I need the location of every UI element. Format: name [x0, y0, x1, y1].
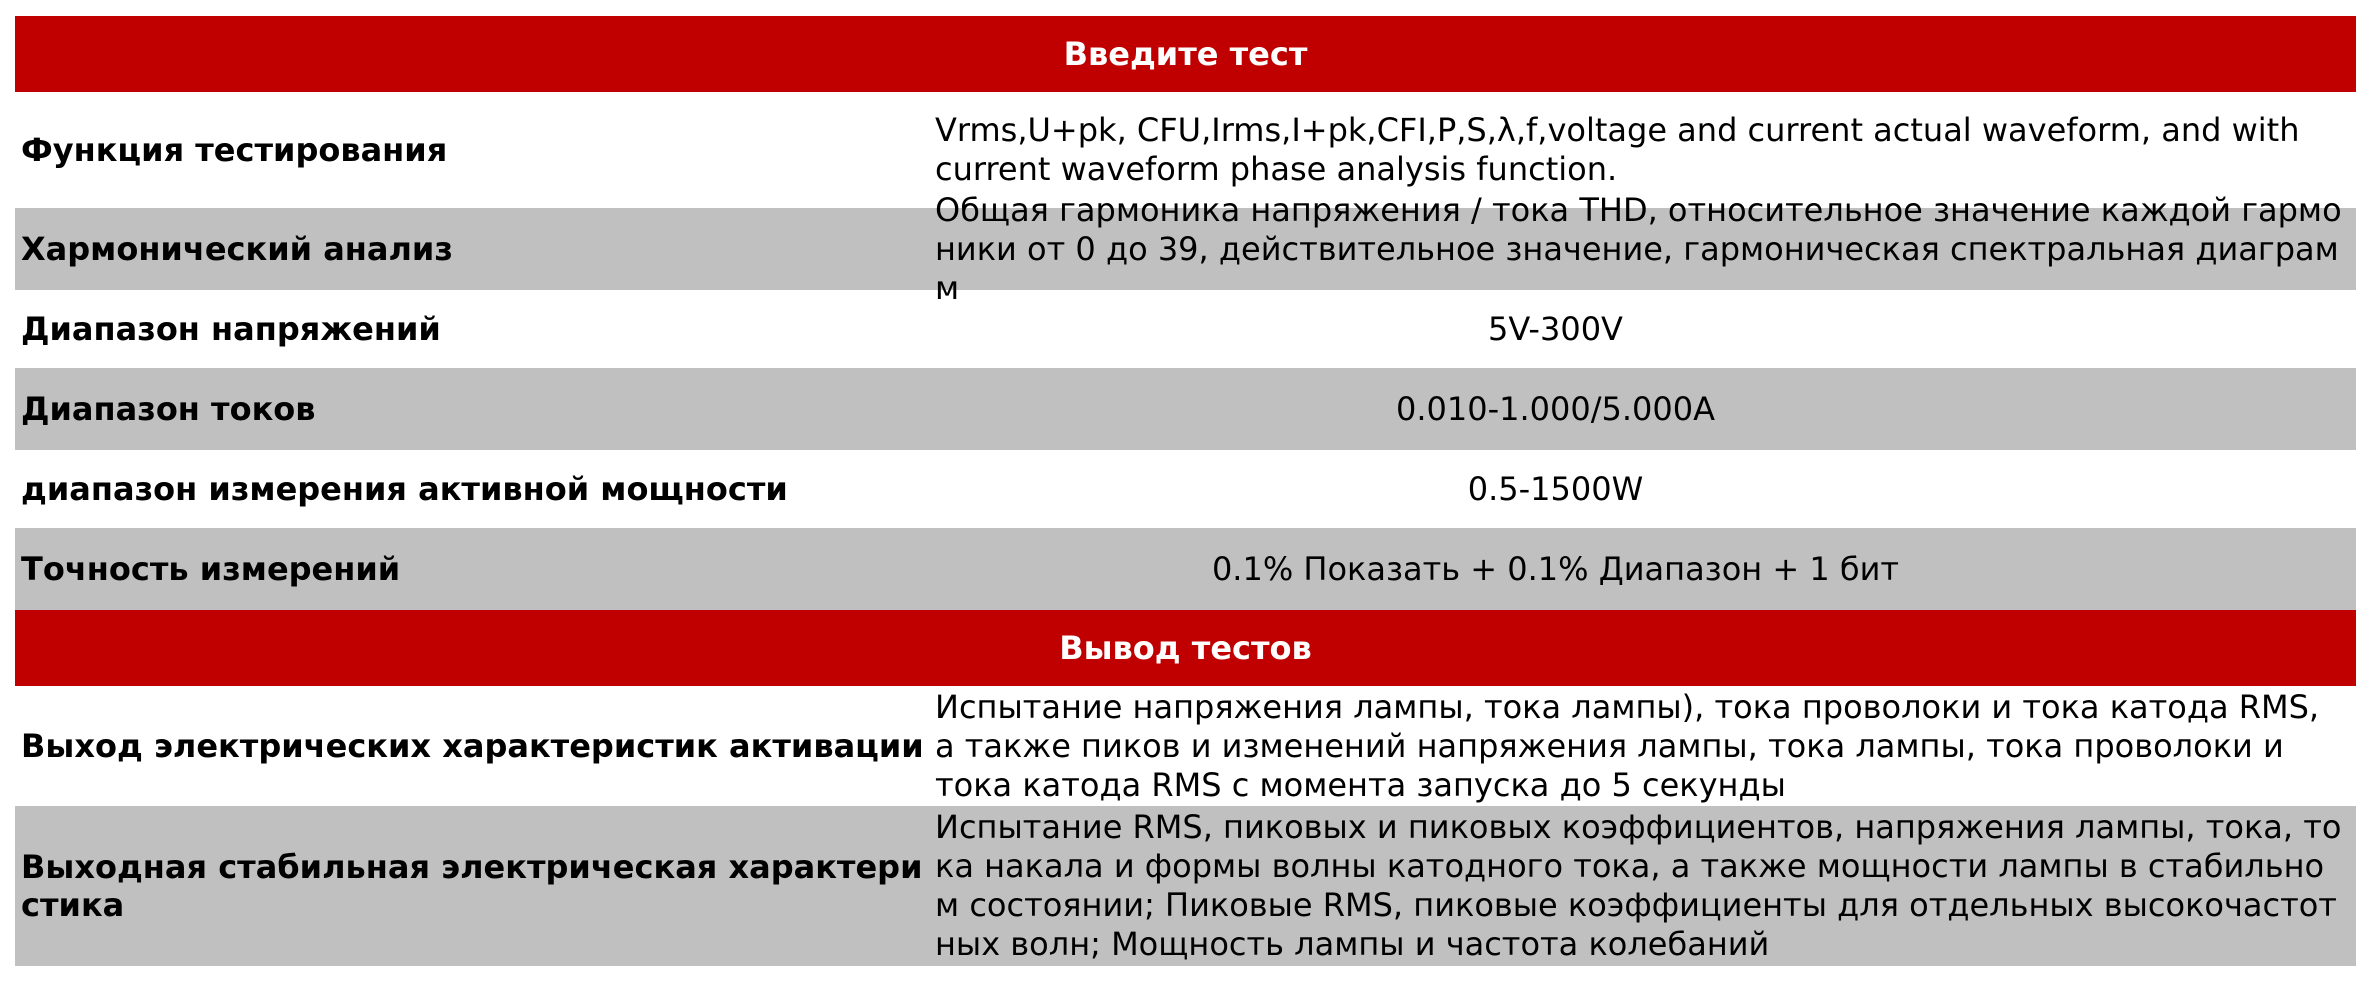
- table-row-harmonic-analysis: [15, 190, 2356, 307]
- row-label: Выход электрических характеристик активации: [21, 727, 924, 765]
- section-header-output-label: Вывод тестов: [1059, 629, 1312, 667]
- row-label: Выходная стабильная электрическая характеристика: [21, 848, 923, 924]
- table-row-current-range: [15, 368, 2356, 450]
- row-label: Функция тестирования: [21, 131, 448, 169]
- row-label: Точность измерений: [21, 550, 401, 588]
- row-value: Испытание напряжения лампы, тока лампы), тока проволоки и тока катода RMS, а также пиков и изменений напряжения лампы, тока лампы, тока проволоки и тока катода RMS с момента запуска до 5 секунды: [935, 687, 2320, 804]
- table-row-measurement-accuracy: [15, 528, 2356, 610]
- row-label: Хармонический анализ: [21, 230, 453, 268]
- row-value: 5V-300V: [1488, 309, 1623, 348]
- spec-table: [15, 16, 2356, 966]
- section-header-input-label: Введите тест: [1063, 35, 1308, 73]
- row-value: 0.5-1500W: [1467, 469, 1644, 508]
- row-value: Испытание RMS, пиковых и пиковых коэффициентов, напряжения лампы, тока, тока накала и формы волны катодного тока, а также мощности лампы в стабильном состоянии; Пиковые RMS, пиковые коэффициенты для отдельных высокочастотных волн; Мощность лампы и частота колебаний: [935, 808, 2342, 963]
- row-value: 0.010-1.000/5.000A: [1395, 389, 1716, 428]
- table-row-activation-output: [15, 686, 2356, 806]
- row-label: диапазон измерения активной мощности: [21, 470, 788, 508]
- row-value: 0.1% Показать + 0.1% Диапазон + 1 бит: [1211, 549, 1900, 588]
- section-header-output: [15, 610, 2356, 686]
- row-value: Общая гармоника напряжения / тока THD, относительное значение каждой гармоники от 0 до 39, действительное значение, гармоническая спектральная диаграмм: [935, 190, 2342, 307]
- row-label: Диапазон токов: [21, 390, 316, 428]
- table-row-active-power-range: [15, 450, 2356, 528]
- table-row-stable-output: [15, 806, 2356, 966]
- section-header-input: [15, 16, 2356, 92]
- row-value: Vrms,U+pk, CFU,Irms,I+pk,CFI,P,S,λ,f,voltage and current actual waveform, and with current waveform phase analysis function.: [935, 111, 2300, 188]
- row-label: Диапазон напряжений: [21, 310, 441, 348]
